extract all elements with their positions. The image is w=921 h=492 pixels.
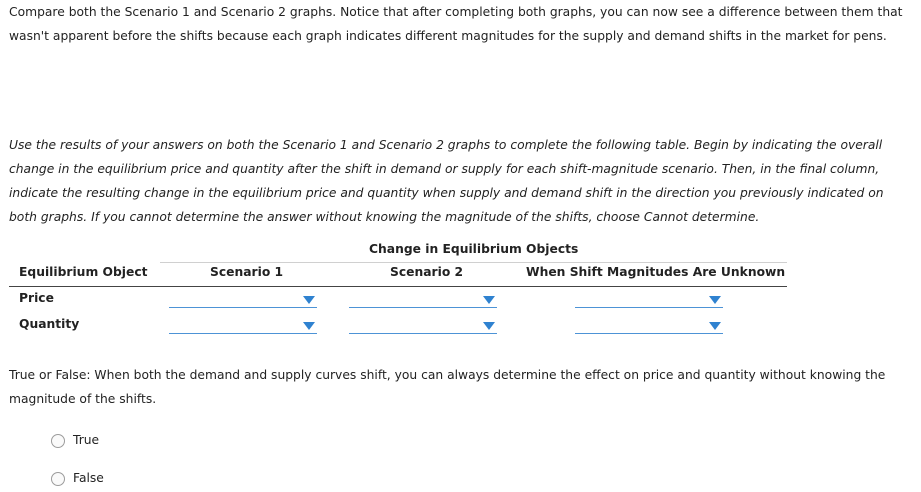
radio-button-icon[interactable] xyxy=(51,472,65,486)
chevron-down-icon xyxy=(303,322,315,330)
intro-paragraph: Compare both the Scenario 1 and Scenario 2 graphs. Notice that after completing both graphs, you can now see a difference between them that wasn't apparent before the shifts because each graph indicates different magnitudes for the supply and demand shifts in the market for pens. xyxy=(9,5,903,43)
quantity-scenario-2-dropdown[interactable] xyxy=(349,317,497,334)
header-divider xyxy=(9,286,787,287)
header-unknown-magnitudes: When Shift Magnitudes Are Unknown xyxy=(526,265,786,279)
quantity-unknown-dropdown[interactable] xyxy=(575,317,723,334)
chevron-down-icon xyxy=(483,296,495,304)
table-caption: Change in Equilibrium Objects xyxy=(369,242,579,256)
row-label-quantity: Quantity xyxy=(19,317,80,331)
chevron-down-icon xyxy=(709,322,721,330)
price-unknown-dropdown[interactable] xyxy=(575,291,723,308)
chevron-down-icon xyxy=(483,322,495,330)
caption-divider xyxy=(160,262,787,263)
instructions-paragraph: Use the results of your answers on both the Scenario 1 and Scenario 2 graphs to complete the following table. Begin by indicating the overall change in the equilibrium price and quantity after the shift in demand or supply for each shift-magnitude scenario. Then, in the final column, indicate the resulting change in the equilibrium price and quantity when supply and demand shift in the direction you previously indicated on both graphs. If you cannot determine the answer without knowing the magnitude of the shifts, choose Cannot determine. xyxy=(9,138,884,224)
price-scenario-2-dropdown[interactable] xyxy=(349,291,497,308)
price-scenario-1-dropdown[interactable] xyxy=(169,291,317,308)
header-equilibrium-object: Equilibrium Object xyxy=(19,265,148,279)
row-label-price: Price xyxy=(19,291,54,305)
header-scenario-2: Scenario 2 xyxy=(390,265,464,279)
header-scenario-1: Scenario 1 xyxy=(210,265,284,279)
true-false-question: True or False: When both the demand and supply curves shift, you can always determine the effect on price and quantity without knowing the magnitude of the shifts. xyxy=(9,368,886,406)
radio-button-icon[interactable] xyxy=(51,434,65,448)
chevron-down-icon xyxy=(709,296,721,304)
chevron-down-icon xyxy=(303,296,315,304)
radio-label-true: True xyxy=(73,433,100,447)
radio-label-false: False xyxy=(73,471,104,485)
quantity-scenario-1-dropdown[interactable] xyxy=(169,317,317,334)
